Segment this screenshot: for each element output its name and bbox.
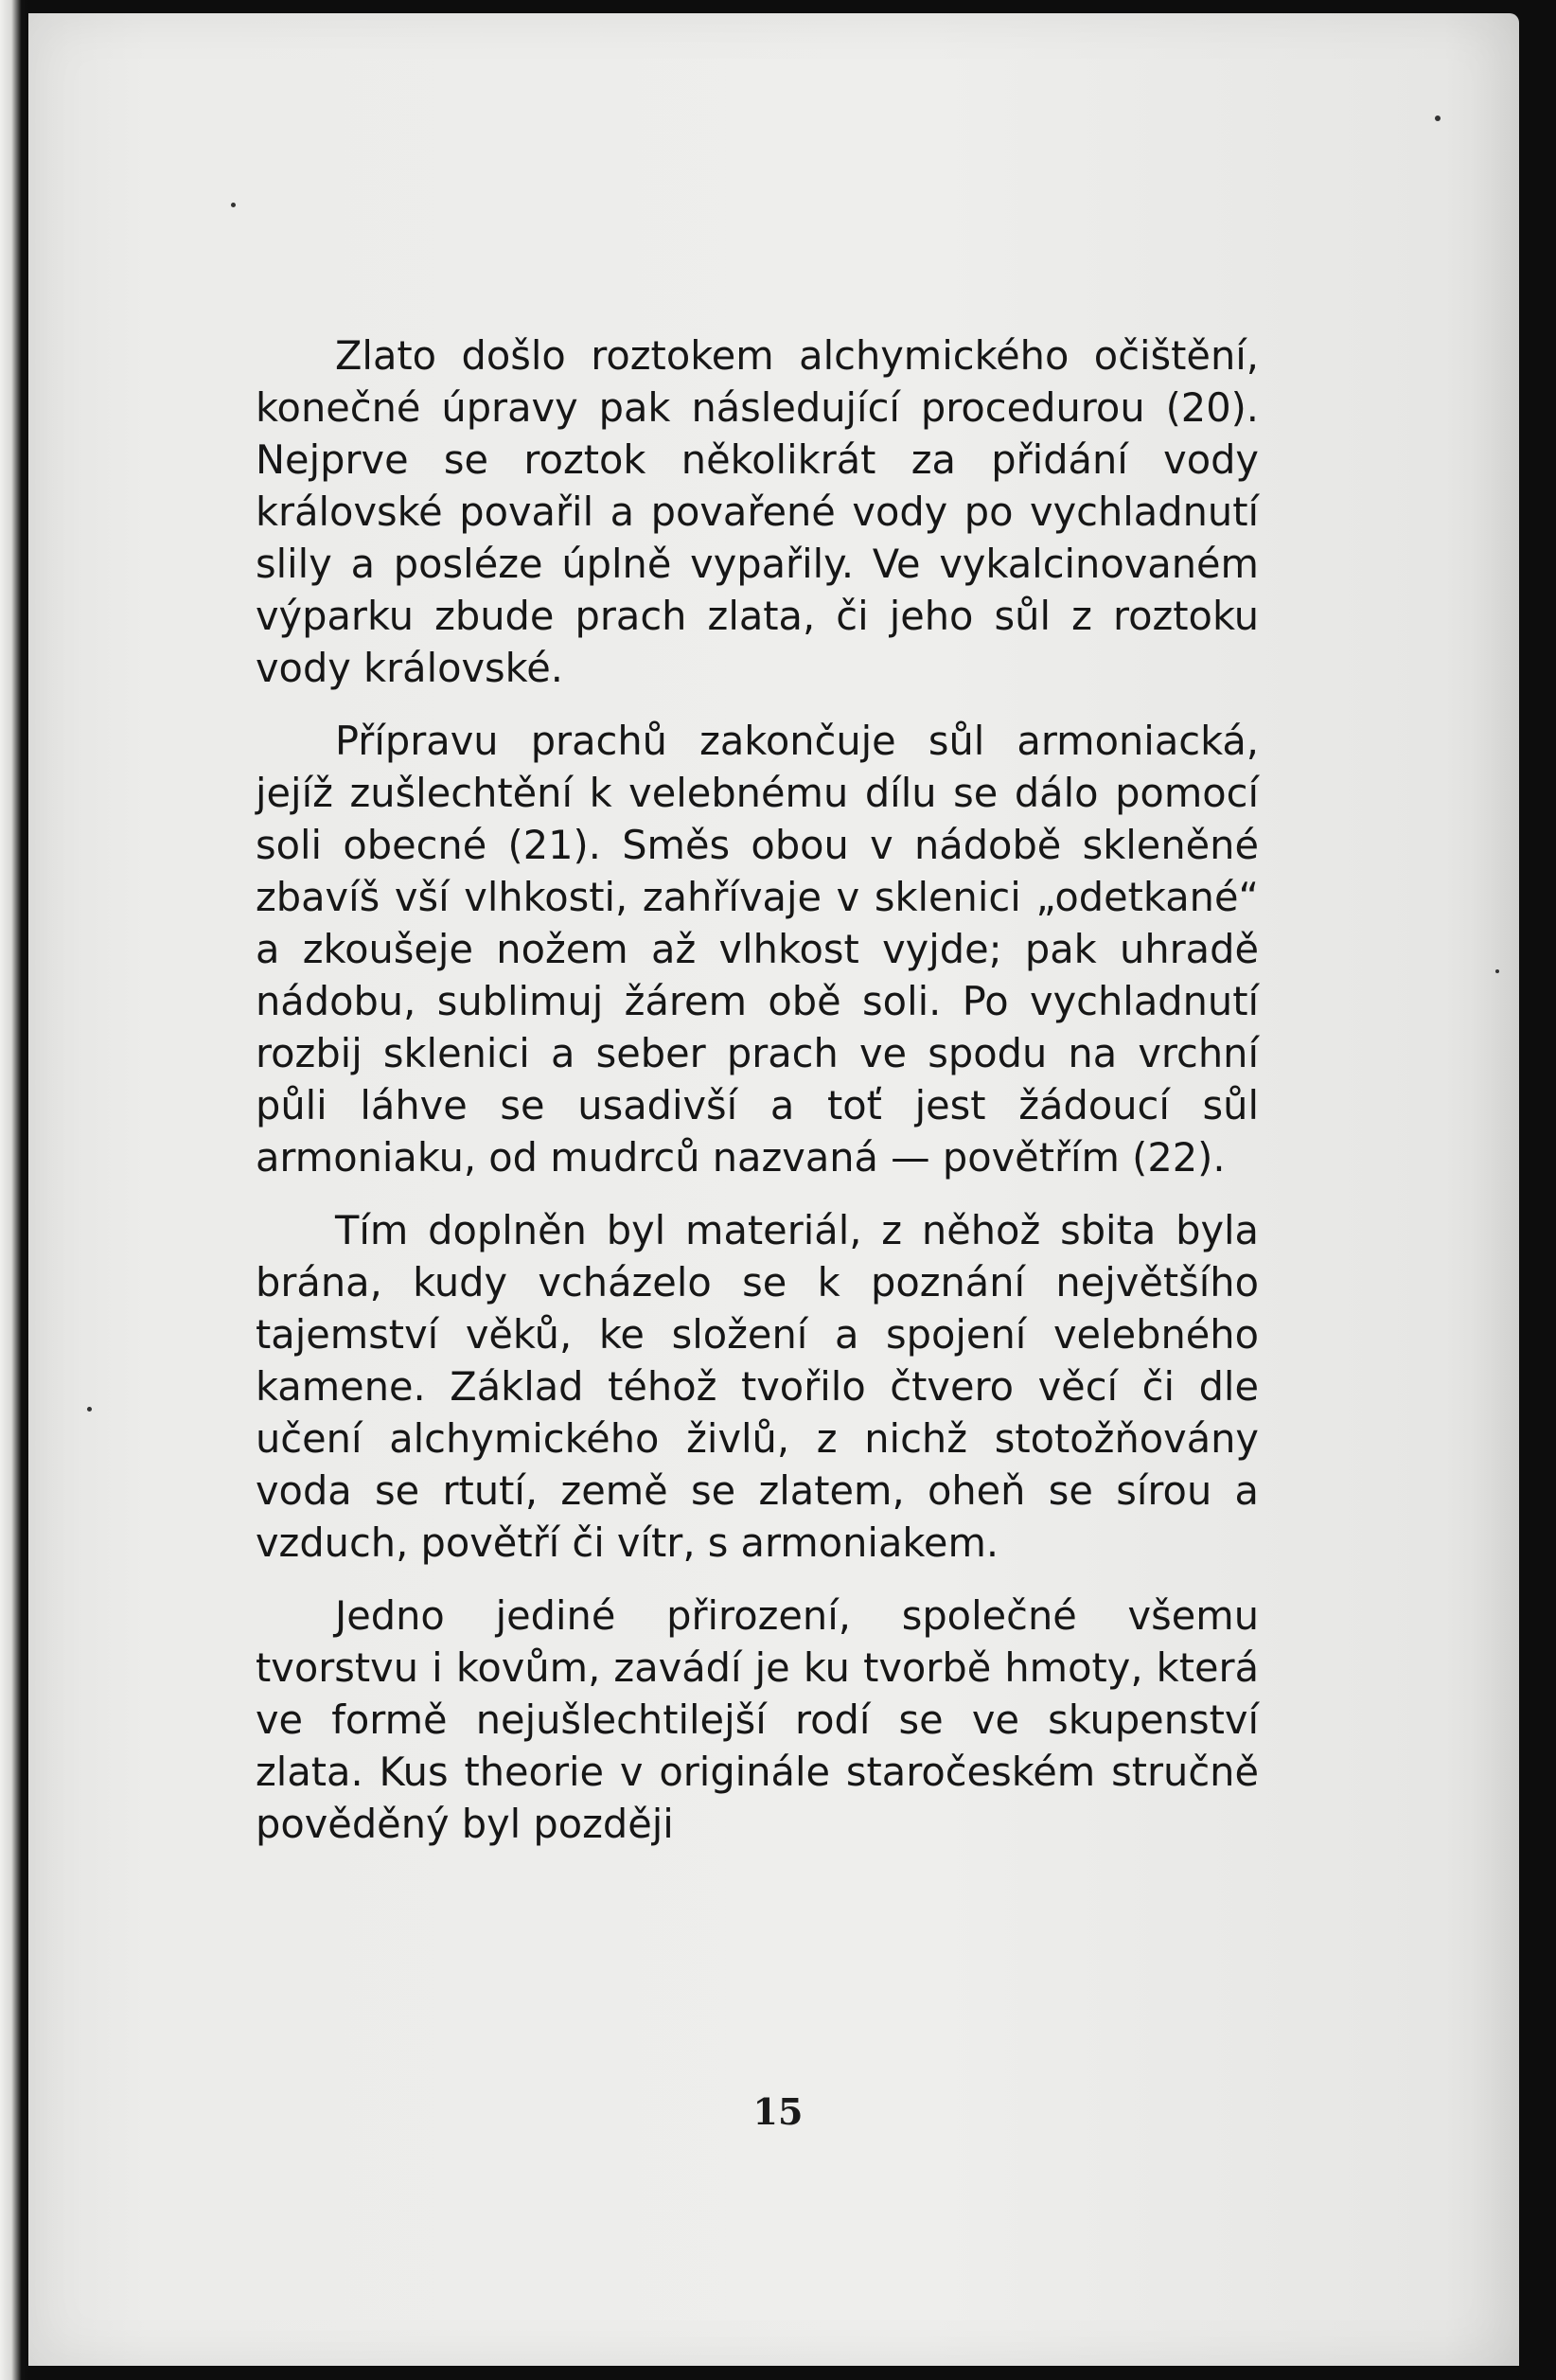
- paper-speck: [87, 1407, 92, 1412]
- paper-speck: [1495, 969, 1499, 973]
- paragraph-3: Tím doplněn byl materiál, z něhož sbita byla brána, kudy vcházelo se k poznání největšího tajemství věků, ke složení a spojení velebného kamene. Základ téhož tvořilo čtvero věcí či dle učení alchymického živlů, z nichž stotožňovány voda se rtutí, země se zlatem, oheň se sírou a vzduch, povětří či vítr, s armoniakem.: [256, 1207, 1259, 1566]
- paper-speck: [231, 203, 236, 207]
- body-text: [256, 329, 1259, 1871]
- page-left-edge-shadow: [0, 0, 28, 2380]
- paragraph-4: Jedno jediné přirození, společné všemu tvorstvu i kovům, zavádí je ku tvorbě hmoty, která ve formě nejušlechtilejší rodí se ve skupenství zlata. Kus theorie v originále staročeském stručně pověděný byl později: [256, 1592, 1259, 1847]
- paragraph-1: Zlato došlo roztokem alchymického očištění, konečné úpravy pak následující procedurou (20). Nejprve se roztok několikrát za přidání vody královské povařil a povařené vody po vychladnutí slily a posléze úplně vypařily. Ve vykalcinovaném výparku zbude prach zlata, či jeho sůl z roztoku vody královské.: [256, 332, 1259, 691]
- page-number: 15: [752, 2090, 804, 2133]
- paragraph-2: Přípravu prachů zakončuje sůl armoniacká, jejíž zušlechtění k velebnému dílu se dálo pomocí soli obecné (21). Směs obou v nádobě skleněné zbavíš vší vlhkosti, zahřívaje v sklenici „odetkané“ a zkoušeje nožem až vlhkost vyjde; pak uhradě nádobu, sublimuj žárem obě soli. Po vychladnutí rozbij sklenici a seber prach ve spodu na vrchní půli láhve se usadivší a toť jest žádoucí sůl armoniaku, od mudrců nazvaná — povětřím (22).: [256, 718, 1259, 1181]
- paper-speck: [1435, 115, 1441, 121]
